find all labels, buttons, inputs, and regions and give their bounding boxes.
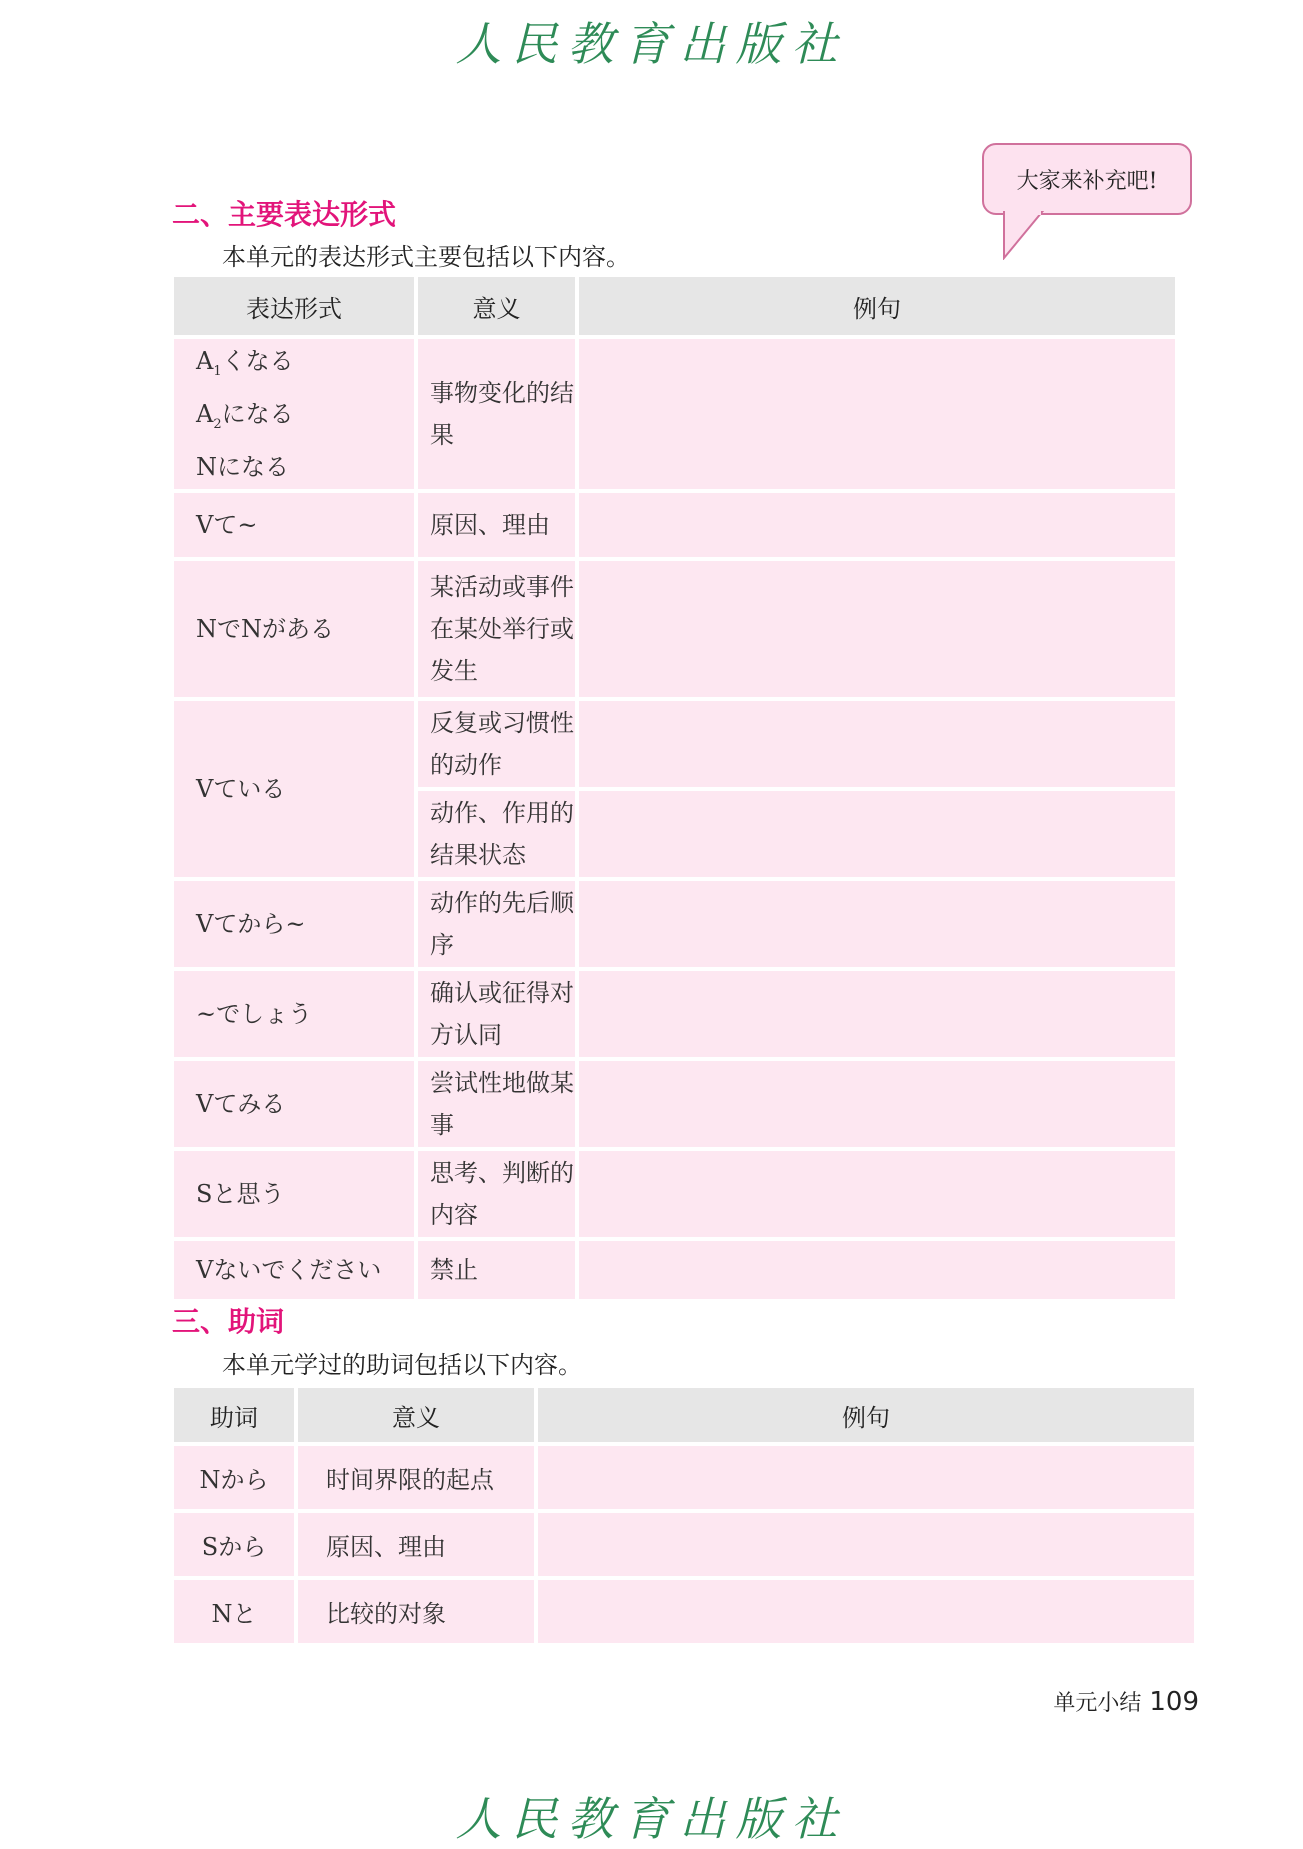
table-row (174, 1241, 1175, 1299)
header-expression: 表达形式 (174, 277, 414, 335)
footer-label: 单元小结 (1053, 1691, 1142, 1716)
particle-cell: Sから (174, 1513, 294, 1576)
meaning-cell: 某活动或事件在某处举行或发生 (418, 561, 575, 697)
expression-cell: Vてから~ (174, 881, 414, 967)
speech-bubble-text: 大家来补充吧! (1016, 168, 1158, 194)
table-row (174, 1580, 1194, 1643)
publisher-watermark-top: 人民教育出版社 (455, 17, 848, 71)
table-row (174, 561, 1175, 697)
meaning-cell: 动作、作用的结果状态 (418, 791, 575, 877)
header-meaning: 意义 (418, 277, 575, 335)
meaning-cell: 原因、理由 (298, 1513, 534, 1576)
expression-cell: $A_1$くなる $A_2$になる Nになる (174, 339, 414, 489)
meaning-cell: 动作的先后顺序 (418, 881, 575, 967)
example-cell[interactable] (538, 1446, 1194, 1509)
publisher-watermark-bottom: 人民教育出版社 (455, 1792, 848, 1846)
particles-table (170, 1384, 1198, 1647)
table-row (174, 339, 1175, 489)
example-cell[interactable] (579, 493, 1175, 557)
page-footer (1053, 1686, 1199, 1717)
example-cell[interactable] (579, 791, 1175, 877)
expressions-table (170, 273, 1179, 1303)
meaning-cell: 思考、判断的内容 (418, 1151, 575, 1237)
table-row (174, 1446, 1194, 1509)
page-number: 109 (1149, 1687, 1199, 1717)
meaning-cell: 禁止 (418, 1241, 575, 1299)
header-particle: 助词 (174, 1388, 294, 1442)
table-row (174, 1151, 1175, 1237)
example-cell[interactable] (538, 1580, 1194, 1643)
section-title-particles: 三、助词 (172, 1305, 285, 1338)
meaning-cell: 反复或习惯性的动作 (418, 701, 575, 787)
header-meaning: 意义 (298, 1388, 534, 1442)
example-cell[interactable] (579, 561, 1175, 697)
particle-cell: Nから (174, 1446, 294, 1509)
example-cell[interactable] (579, 1061, 1175, 1147)
table-row (174, 881, 1175, 967)
meaning-cell: 原因、理由 (418, 493, 575, 557)
example-cell[interactable] (579, 1241, 1175, 1299)
speech-bubble-tail (992, 210, 1052, 260)
expression-cell: Sと思う (174, 1151, 414, 1237)
meaning-cell: 尝试性地做某事 (418, 1061, 575, 1147)
example-cell[interactable] (579, 971, 1175, 1057)
meaning-cell: 时间界限的起点 (298, 1446, 534, 1509)
example-cell[interactable] (538, 1513, 1194, 1576)
table-row (174, 701, 1175, 787)
example-cell[interactable] (579, 339, 1175, 489)
table-header-row (174, 1388, 1194, 1442)
table-row (174, 1061, 1175, 1147)
expression-cell: Vてみる (174, 1061, 414, 1147)
particle-cell: Nと (174, 1580, 294, 1643)
section-title-expressions: 二、主要表达形式 (172, 198, 397, 231)
expression-cell: ~でしょう (174, 971, 414, 1057)
meaning-cell: 比较的对象 (298, 1580, 534, 1643)
table-row (174, 1513, 1194, 1576)
expression-cell: Vないでください (174, 1241, 414, 1299)
section-intro-particles: 本单元学过的助词包括以下内容。 (222, 1351, 582, 1379)
speech-bubble (982, 143, 1192, 215)
example-cell[interactable] (579, 1151, 1175, 1237)
expression-cell: Vている (174, 701, 414, 877)
header-example: 例句 (579, 277, 1175, 335)
meaning-cell: 确认或征得对方认同 (418, 971, 575, 1057)
table-row (174, 971, 1175, 1057)
meaning-cell: 事物变化的结果 (418, 339, 575, 489)
section-intro-expressions: 本单元的表达形式主要包括以下内容。 (222, 243, 630, 271)
expression-cell: NでNがある (174, 561, 414, 697)
table-row (174, 493, 1175, 557)
example-cell[interactable] (579, 881, 1175, 967)
example-cell[interactable] (579, 701, 1175, 787)
header-example: 例句 (538, 1388, 1194, 1442)
table-header-row (174, 277, 1175, 335)
expression-cell: Vて~ (174, 493, 414, 557)
